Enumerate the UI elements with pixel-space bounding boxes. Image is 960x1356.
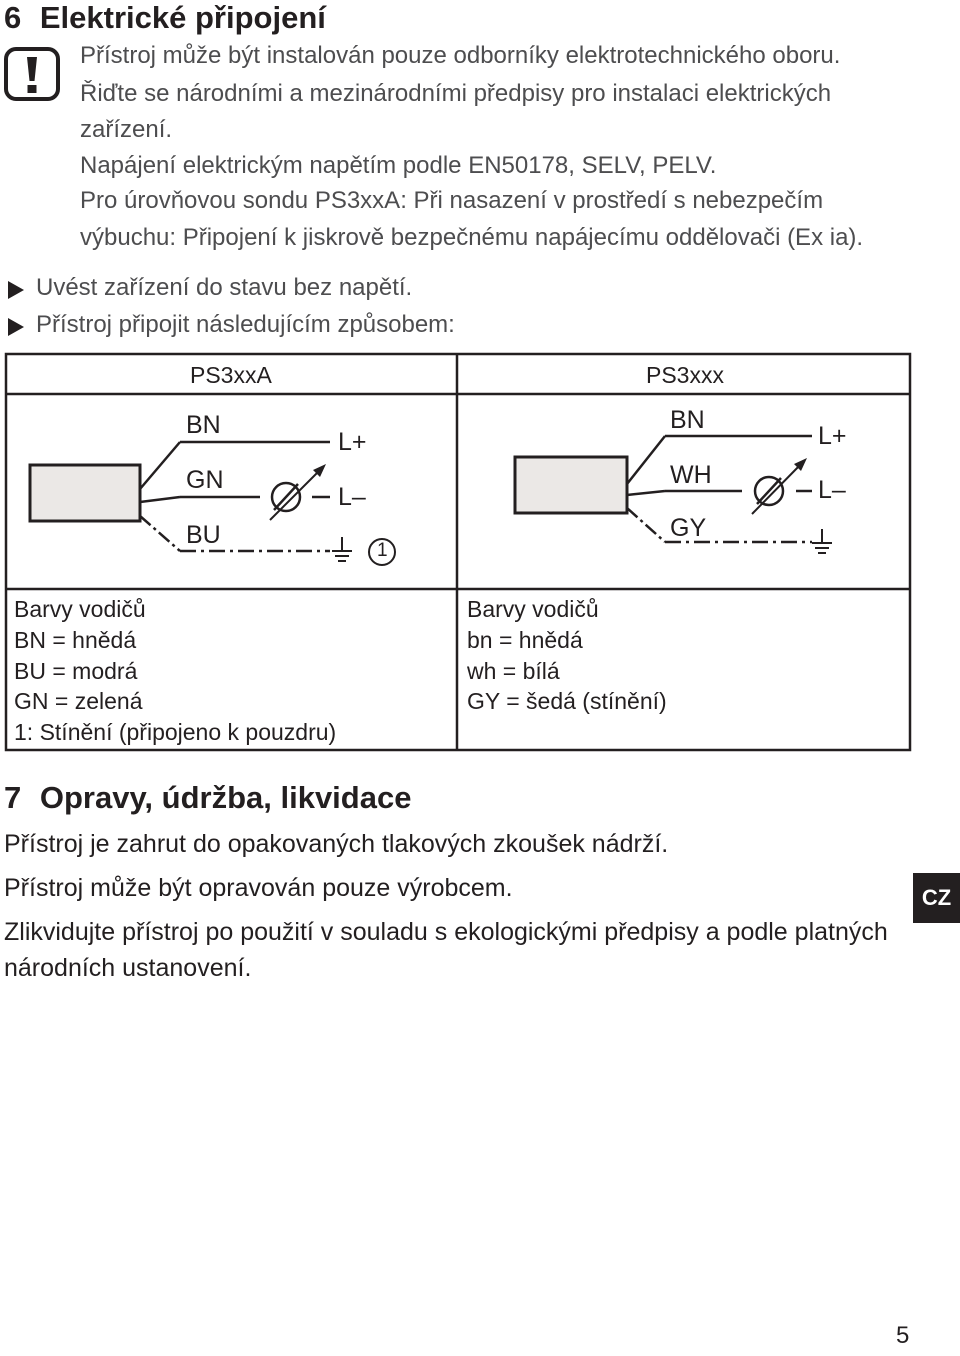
table-header-ps3xxx: PS3xxx	[646, 362, 724, 388]
warning-line-1: Přístroj může být instalován pouze odborníky elektrotechnického oboru.	[80, 42, 841, 69]
ground-icon	[812, 529, 832, 553]
bullet-triangle-icon	[8, 318, 24, 336]
section-7-paragraph-2: Přístroj může být opravován pouze výrobcem.	[4, 874, 513, 902]
warning-line-6: výbuchu: Připojení k jiskrově bezpečnému napájecímu oddělovači (Ex ia).	[80, 224, 864, 251]
section-number: 7	[4, 780, 22, 815]
exclamation-warning-icon	[4, 47, 60, 101]
section-title: Opravy, údržba, likvidace	[39, 780, 412, 815]
warning-line-3: zařízení.	[80, 116, 173, 143]
table-header-ps3xxa: PS3xxA	[190, 362, 272, 388]
language-tab: CZ	[913, 873, 960, 923]
wire-label-bn: BN	[186, 411, 221, 439]
legend-right-line-4: GY = šedá (stínění)	[467, 688, 667, 714]
section-7-paragraph-3: Zlikvidujte přístroj po použití v souladu s ekologickými předpisy a podle platných	[4, 918, 888, 946]
step-1: Uvést zařízení do stavu bez napětí.	[36, 274, 413, 301]
legend-left-line-2: BN = hnědá	[14, 627, 137, 653]
section-number: 6	[4, 0, 22, 35]
bullet-triangle-icon	[8, 281, 24, 299]
legend-right-line-3: wh = bílá	[467, 658, 560, 684]
warning-line-2: Řiďte se národními a mezinárodními předpisy pro instalaci elektrických	[80, 80, 832, 107]
section-title: Elektrické připojení	[39, 0, 326, 35]
legend-left-line-5: 1: Stínění (připojeno k pouzdru)	[14, 719, 337, 745]
warning-line-4: Napájení elektrickým napětím podle EN50178, SELV, PELV.	[80, 152, 717, 179]
legend-left-line-1: Barvy vodičů	[14, 596, 146, 622]
sensor-body-left	[30, 465, 140, 521]
legend-right-line-1: Barvy vodičů	[467, 596, 599, 622]
wire-label-gn: GN	[186, 466, 224, 494]
ground-icon	[332, 537, 352, 561]
wire-label-gy: GY	[670, 514, 707, 542]
wire-label-bn: BN	[670, 406, 705, 434]
section-7-paragraph-4: národních ustanovení.	[4, 954, 252, 982]
warning-line-5: Pro úrovňovou sondu PS3xxA: Při nasazení v prostředí s nebezpečím	[80, 187, 824, 214]
section-7-paragraph-1: Přístroj je zahrut do opakovaných tlakových zkoušek nádrží.	[4, 830, 669, 858]
legend-left-line-3: BU = modrá	[14, 658, 138, 684]
sensor-body-right	[515, 457, 627, 513]
legend-left-line-4: GN = zelená	[14, 688, 143, 714]
terminal-l-minus: L–	[338, 483, 366, 511]
section-6-heading	[4, 0, 326, 36]
terminal-l-plus: L+	[818, 422, 847, 450]
legend-right-line-2: bn = hnědá	[467, 627, 583, 653]
page-number: 5	[896, 1322, 910, 1349]
terminal-l-plus: L+	[338, 428, 367, 456]
step-2: Přístroj připojit následujícím způsobem:	[36, 311, 455, 338]
section-7-heading	[4, 780, 411, 816]
terminal-l-minus: L–	[818, 476, 846, 504]
wire-label-wh: WH	[670, 461, 712, 489]
wire-label-bu: BU	[186, 521, 221, 549]
ref-marker-label: 1	[377, 540, 388, 561]
